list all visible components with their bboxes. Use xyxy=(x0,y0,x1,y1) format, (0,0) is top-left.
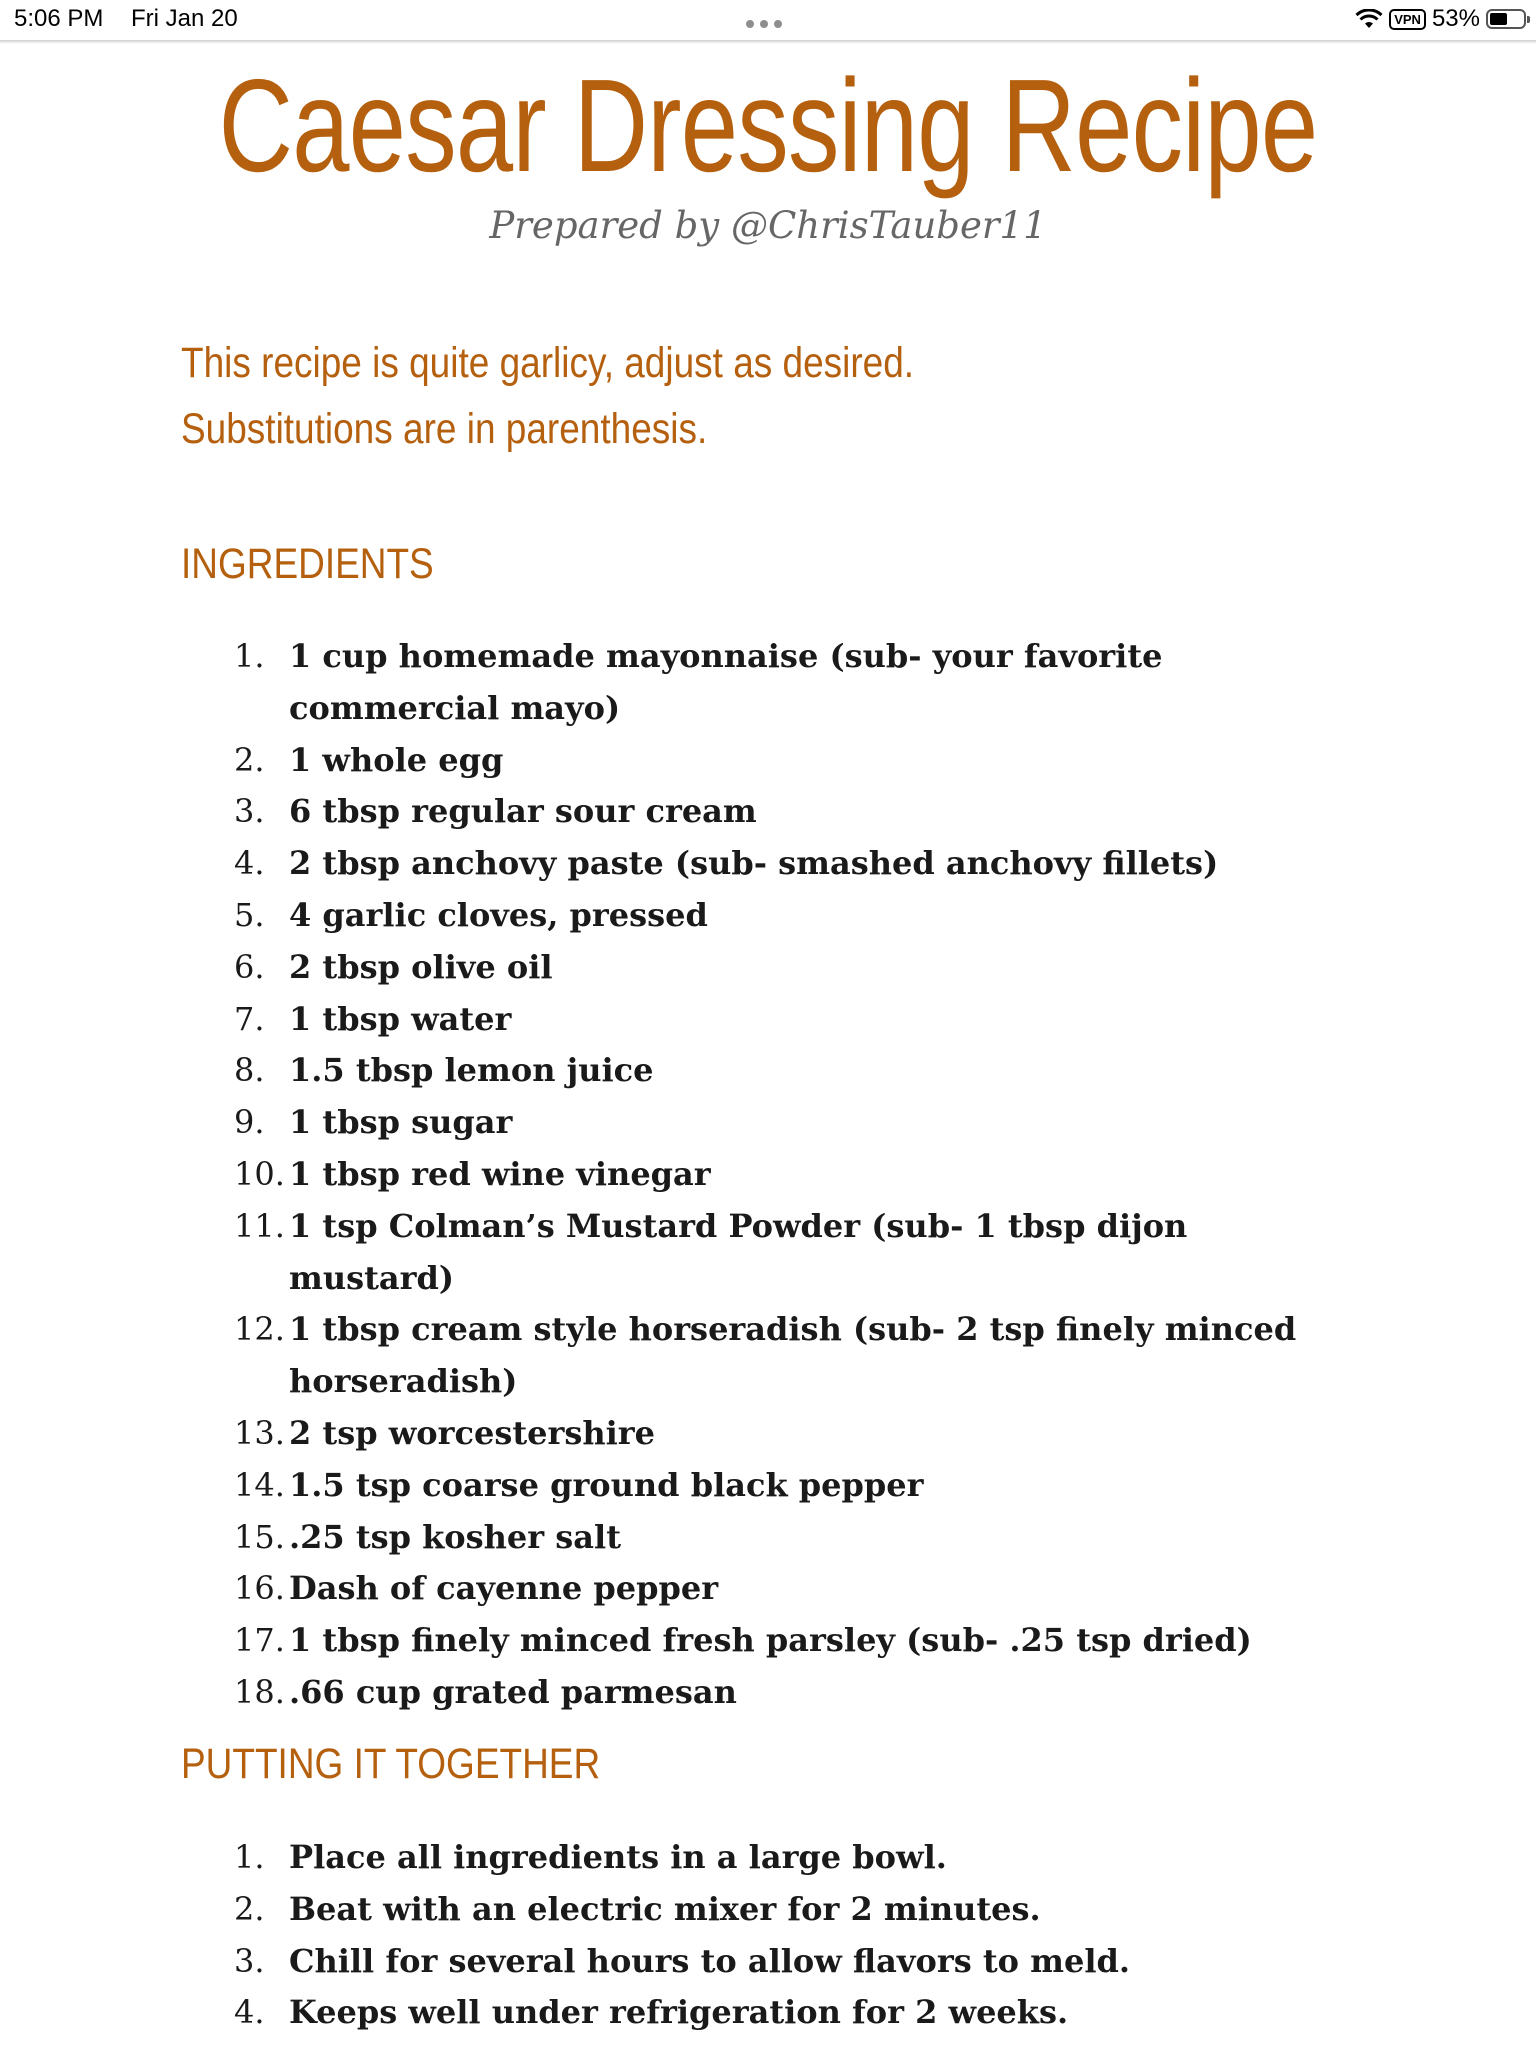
status-bar xyxy=(0,0,1536,40)
ingredient-item xyxy=(234,1149,1354,1201)
step-item-number: 3. xyxy=(234,1941,265,1980)
ingredient-item-number: 1. xyxy=(234,637,265,675)
ingredient-item xyxy=(234,1304,1354,1408)
vpn-badge: VPN xyxy=(1389,9,1426,30)
ingredient-item xyxy=(234,890,1354,942)
ingredient-item-number: 17. xyxy=(234,1621,285,1660)
ingredient-item-text: 1 whole egg xyxy=(289,740,504,779)
status-date: Fri Jan 20 xyxy=(131,5,238,32)
ingredient-item xyxy=(234,1201,1354,1305)
step-item-number: 4. xyxy=(234,1993,265,2032)
ingredient-item xyxy=(234,1512,1354,1564)
ingredient-item-text: 2 tbsp olive oil xyxy=(289,947,553,986)
ingredient-item-text: .66 cup grated parmesan xyxy=(289,1672,737,1711)
ingredient-item-number: 16. xyxy=(234,1569,285,1608)
ingredient-item-text: 1 tsp Colman’s Mustard Powder (sub- 1 tbsp dijon mustard) xyxy=(289,1206,1188,1297)
step-item-text: Place all ingredients in a large bowl. xyxy=(289,1838,947,1876)
ingredients-heading: INGREDIENTS xyxy=(181,540,434,588)
ingredient-item-number: 6. xyxy=(234,947,265,986)
ingredient-item xyxy=(234,942,1354,994)
ingredient-item-text: 2 tbsp anchovy paste (sub- smashed anchovy fillets) xyxy=(289,844,1219,883)
ingredient-item-text: 1.5 tbsp lemon juice xyxy=(289,1051,654,1090)
step-item-text: Chill for several hours to allow flavors to meld. xyxy=(289,1941,1131,1980)
ingredient-item xyxy=(234,1563,1354,1615)
ingredient-item-text: 1 tbsp water xyxy=(289,999,512,1038)
ingredient-item-text: 1 tbsp finely minced fresh parsley (sub- .25 tsp dried) xyxy=(289,1621,1252,1660)
ingredients-list xyxy=(234,631,1354,1719)
ingredient-item-text: .25 tsp kosher salt xyxy=(289,1517,621,1556)
ingredient-item-number: 7. xyxy=(234,999,265,1038)
ingredient-item xyxy=(234,786,1354,838)
ingredient-item-number: 15. xyxy=(234,1517,285,1556)
step-item-number: 2. xyxy=(234,1889,265,1928)
ingredient-item-number: 13. xyxy=(234,1413,285,1452)
ingredient-item-number: 3. xyxy=(234,792,265,831)
status-indicators xyxy=(1355,5,1526,33)
ingredient-item-text: 1 tbsp sugar xyxy=(289,1103,513,1142)
ingredient-item xyxy=(234,994,1354,1046)
multitasking-menu-icon[interactable] xyxy=(746,20,782,28)
ingredient-item-number: 8. xyxy=(234,1051,265,1090)
ingredient-item-text: 6 tbsp regular sour cream xyxy=(289,792,757,831)
ingredient-item-number: 11. xyxy=(234,1206,285,1245)
ingredient-item-text: 1 tbsp cream style horseradish (sub- 2 tsp finely minced horseradish) xyxy=(289,1310,1297,1401)
ingredient-item-number: 4. xyxy=(234,844,265,883)
ingredient-item-text: 1 cup homemade mayonnaise (sub- your favorite commercial mayo) xyxy=(289,637,1163,727)
ingredient-item-number: 10. xyxy=(234,1154,285,1193)
ingredient-item xyxy=(234,1615,1354,1667)
battery-icon xyxy=(1486,9,1526,29)
ingredient-item-number: 2. xyxy=(234,740,265,779)
step-item-text: Keeps well under refrigeration for 2 weeks. xyxy=(289,1993,1069,2032)
ingredient-item xyxy=(234,735,1354,787)
step-item-number: 1. xyxy=(234,1838,265,1876)
ingredient-item-text: Dash of cayenne pepper xyxy=(289,1569,719,1608)
status-bar-divider xyxy=(0,40,1536,44)
ingredient-item xyxy=(234,631,1354,735)
ingredient-item xyxy=(234,1097,1354,1149)
ingredient-item-text: 2 tsp worcestershire xyxy=(289,1413,655,1452)
ingredient-item-text: 4 garlic cloves, pressed xyxy=(289,895,708,934)
ingredient-item xyxy=(234,1408,1354,1460)
steps-heading: PUTTING IT TOGETHER xyxy=(181,1740,601,1788)
step-item xyxy=(234,1884,1354,1936)
ingredient-item-text: 1 tbsp red wine vinegar xyxy=(289,1154,711,1193)
status-time: 5:06 PM xyxy=(14,5,104,32)
ingredient-item-text: 1.5 tsp coarse ground black pepper xyxy=(289,1465,924,1504)
wifi-icon xyxy=(1355,9,1383,29)
ingredient-item xyxy=(234,838,1354,890)
step-item-text: Beat with an electric mixer for 2 minutes. xyxy=(289,1889,1041,1928)
ingredient-item xyxy=(234,1045,1354,1097)
ingredient-item-number: 12. xyxy=(234,1310,285,1349)
step-item xyxy=(234,1832,1354,1884)
step-item xyxy=(234,1987,1354,2039)
ingredient-item-number: 18. xyxy=(234,1672,285,1711)
page-title: Caesar Dressing Recipe xyxy=(218,52,1318,199)
author-subtitle: Prepared by @ChrisTauber11 xyxy=(489,204,1047,247)
steps-list xyxy=(234,1832,1354,2039)
intro-paragraph: This recipe is quite garlicy, adjust as desired. Substitutions are in parenthesis. xyxy=(181,339,915,453)
ingredient-item-number: 9. xyxy=(234,1103,265,1142)
ingredient-item-number: 5. xyxy=(234,895,265,934)
ingredient-item-number: 14. xyxy=(234,1465,285,1504)
ingredient-item xyxy=(234,1460,1354,1512)
battery-percent: 53% xyxy=(1431,5,1480,32)
ingredient-item xyxy=(234,1667,1354,1719)
step-item xyxy=(234,1936,1354,1988)
